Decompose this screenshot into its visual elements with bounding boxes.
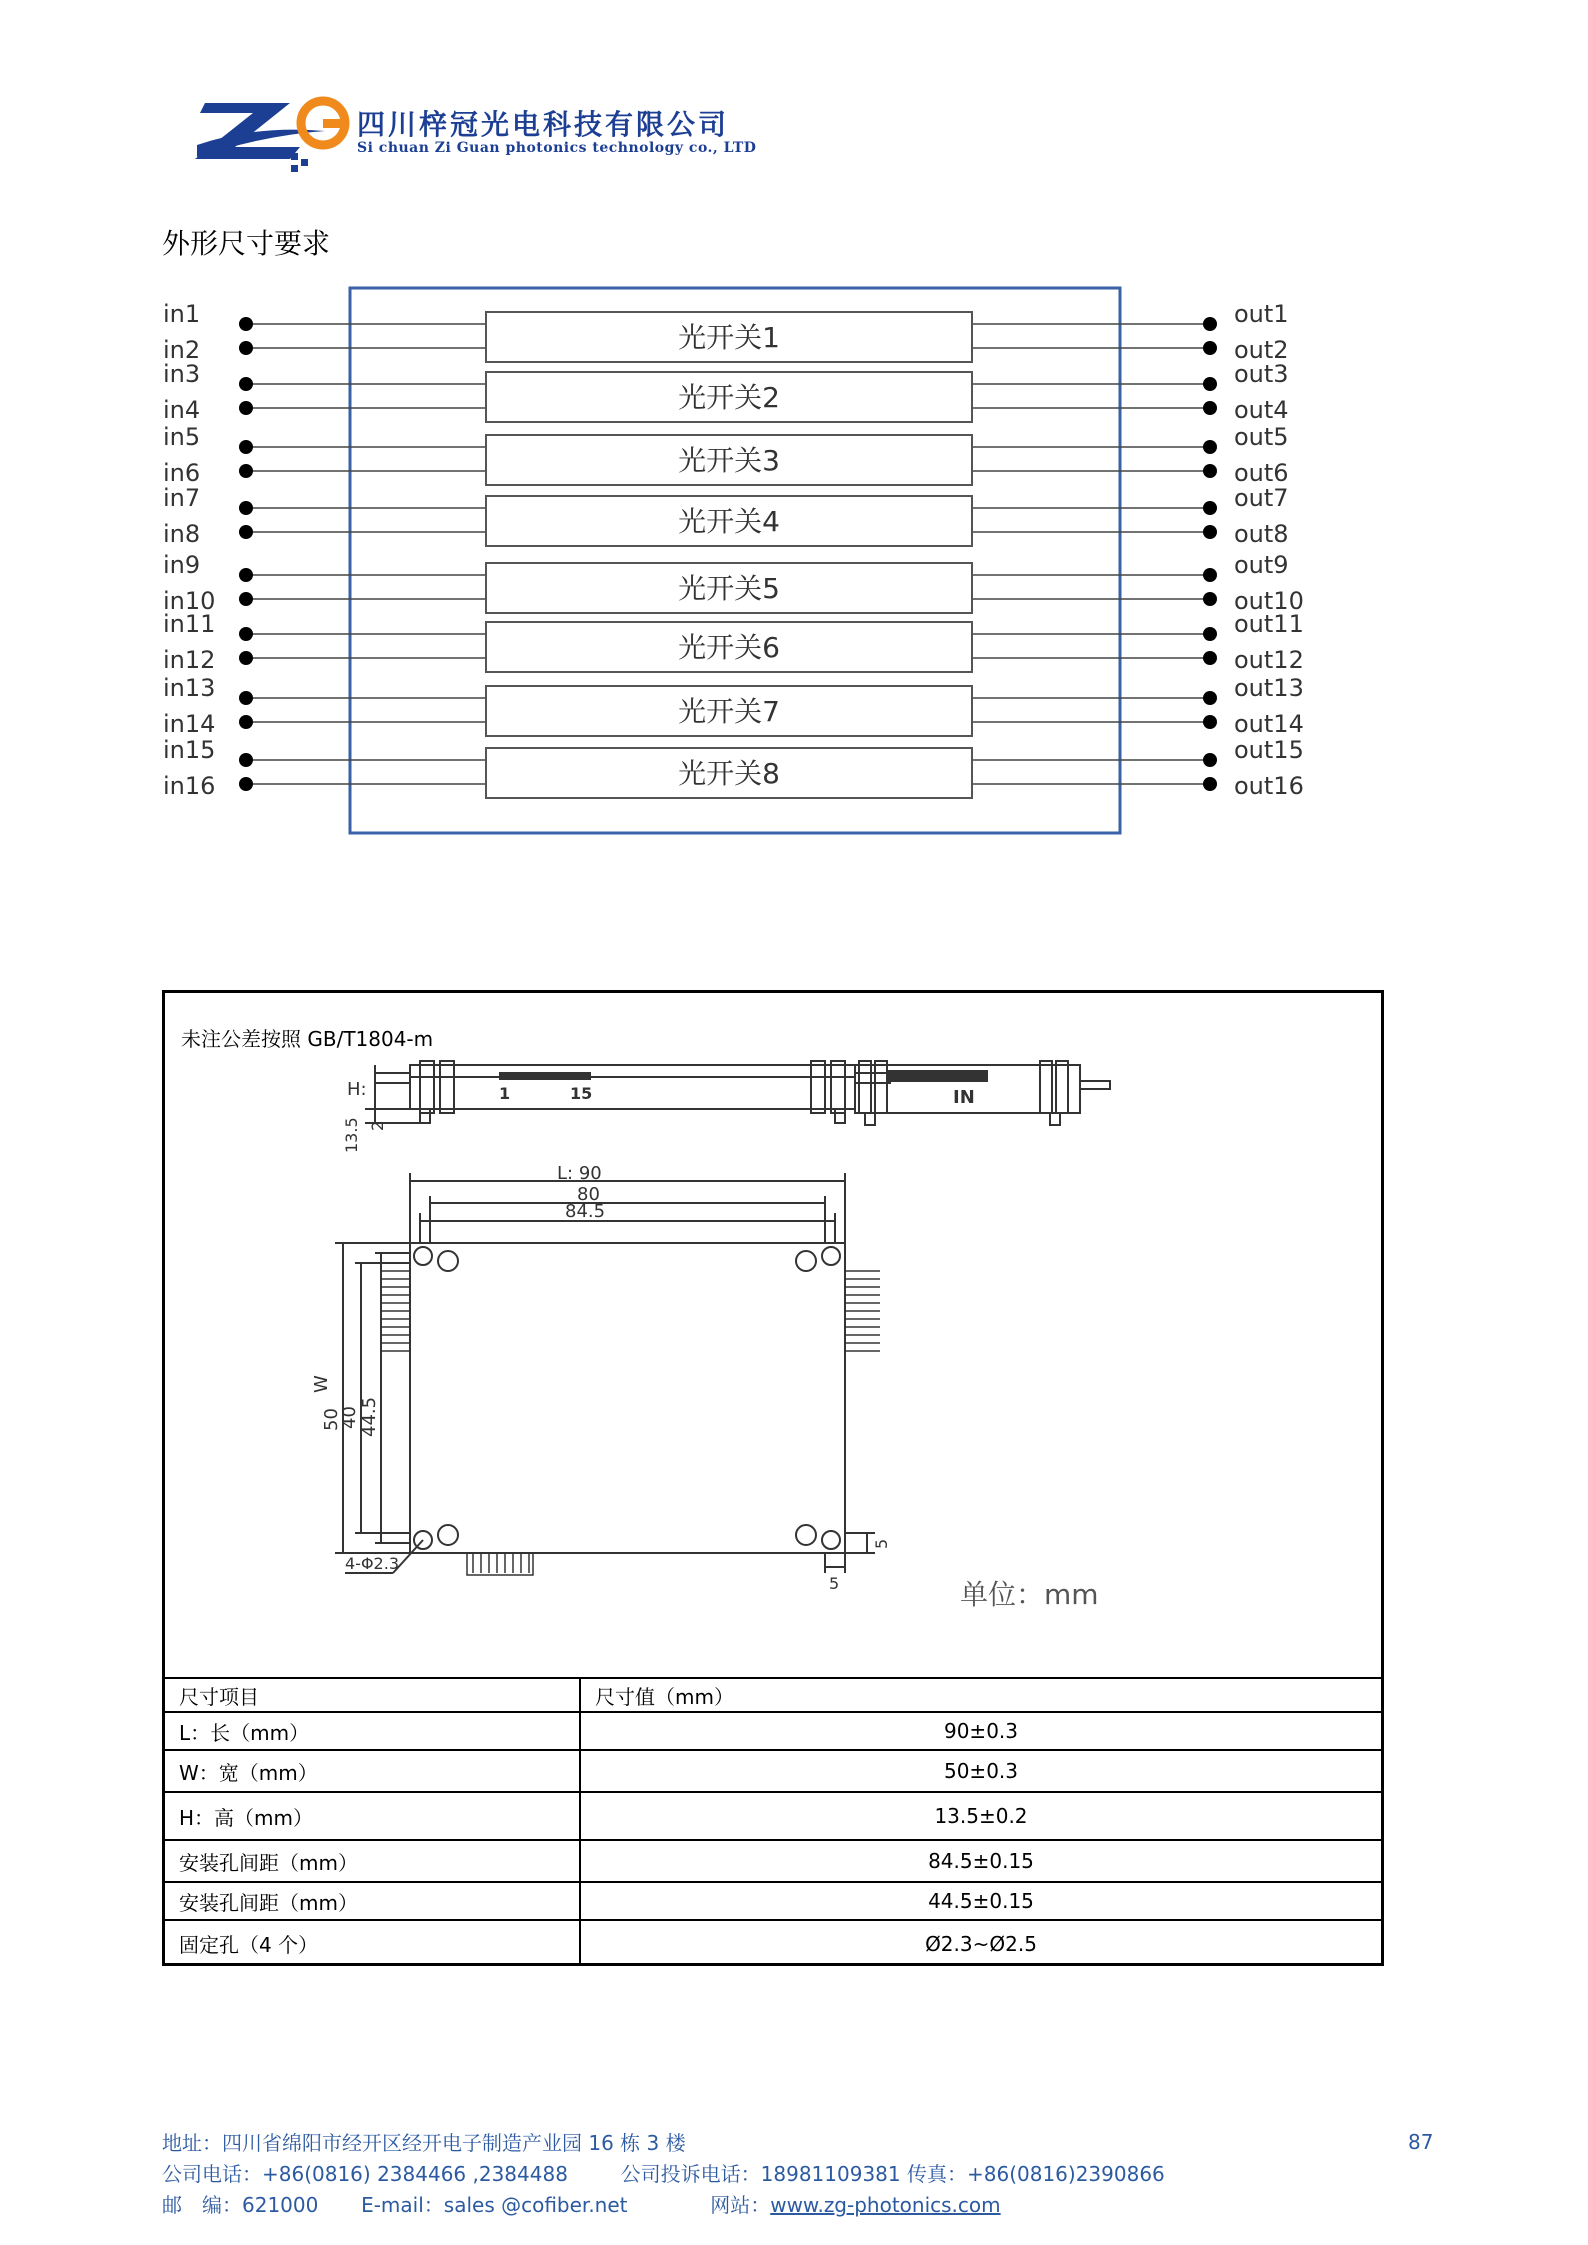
input-port-label: in15 [163, 736, 216, 764]
section-title: 外形尺寸要求 [162, 227, 331, 260]
row-item: L：长（mm） [165, 1712, 580, 1750]
dim-edge-5-right: 5 [872, 1538, 891, 1549]
footer-phone-line [162, 2159, 1165, 2190]
footer-complaint: 公司投诉电话：18981109381 传真：+86(0816)2390866 [620, 2162, 1165, 2186]
output-port-label: out7 [1234, 484, 1289, 512]
input-port-label: in6 [163, 459, 201, 487]
footer-address: 地址：四川省绵阳市经开区经开电子制造产业园 16 栋 3 楼 [162, 2131, 686, 2155]
page-footer [162, 2128, 1165, 2221]
side-h-offset: 2 [368, 1120, 387, 1131]
unit-label: 单位：mm [960, 1578, 1099, 1611]
optical-switch-label: 光开关5 [678, 572, 780, 605]
input-port-dot [239, 377, 253, 391]
optical-switch-label: 光开关1 [678, 321, 780, 354]
side-h-label: H: [347, 1079, 367, 1100]
input-port-label: in5 [163, 423, 201, 451]
optical-switch-label: 光开关4 [678, 505, 780, 538]
row-value: 44.5±0.15 [580, 1882, 1381, 1920]
output-port-dot [1203, 317, 1217, 331]
footer-email: E-mail：sales @cofiber.net [361, 2193, 628, 2217]
output-port-label: out9 [1234, 551, 1289, 579]
row-item: H：高（mm） [165, 1792, 580, 1840]
dim-w-label: W [311, 1375, 332, 1393]
output-port-label: out10 [1234, 587, 1304, 615]
table-row [165, 1920, 1381, 1966]
input-port-label: in8 [163, 520, 201, 548]
header-value: 尺寸值（mm） [580, 1678, 1381, 1712]
pin-last: 15 [570, 1084, 593, 1103]
dim-w-50: 50 [321, 1408, 342, 1431]
output-port-dot [1203, 464, 1217, 478]
input-port-label: in14 [163, 710, 216, 738]
row-value: 13.5±0.2 [580, 1792, 1381, 1840]
screw-hole [822, 1247, 840, 1265]
table-row [165, 1882, 1381, 1920]
input-port-label: in16 [163, 772, 216, 800]
output-port-label: out3 [1234, 360, 1289, 388]
row-value: 90±0.3 [580, 1712, 1381, 1750]
input-port-dot [239, 440, 253, 454]
input-port-dot [239, 627, 253, 641]
input-port-label: in13 [163, 674, 216, 702]
input-port-label: in7 [163, 484, 201, 512]
input-port-dot [239, 525, 253, 539]
output-port-dot [1203, 777, 1217, 791]
optical-switch-label: 光开关7 [678, 695, 780, 728]
output-port-label: out4 [1234, 396, 1289, 424]
dim-84-5: 84.5 [565, 1201, 606, 1222]
output-port-label: out12 [1234, 646, 1304, 674]
footer-postcode: 邮 编：621000 [162, 2193, 319, 2217]
output-port-dot [1203, 651, 1217, 665]
output-port-dot [1203, 341, 1217, 355]
output-port-dot [1203, 691, 1217, 705]
input-port-dot [239, 753, 253, 767]
row-value: 84.5±0.15 [580, 1840, 1381, 1882]
row-value: 50±0.3 [580, 1750, 1381, 1792]
spec-box [162, 990, 1384, 1966]
dim-w-40: 40 [339, 1406, 360, 1429]
input-port-label: in2 [163, 336, 201, 364]
input-port-label: in4 [163, 396, 201, 424]
end-view [855, 1061, 1110, 1125]
output-port-label: out8 [1234, 520, 1289, 548]
optical-switch-label: 光开关6 [678, 631, 780, 664]
row-item: 安装孔间距（mm） [165, 1840, 580, 1882]
side-view [365, 1061, 890, 1123]
optical-switch-label: 光开关8 [678, 757, 780, 790]
output-port-dot [1203, 401, 1217, 415]
tolerance-note: 未注公差按照 GB/T1804-m [181, 1027, 434, 1051]
output-port-dot [1203, 525, 1217, 539]
input-port-dot [239, 341, 253, 355]
mechanical-drawing [235, 1053, 1335, 1653]
output-port-label: out6 [1234, 459, 1289, 487]
optical-switch-label: 光开关3 [678, 444, 780, 477]
input-port-label: in11 [163, 610, 216, 638]
screw-hole [822, 1531, 840, 1549]
output-port-dot [1203, 592, 1217, 606]
input-port-dot [239, 715, 253, 729]
optical-switch-label: 光开关2 [678, 381, 780, 414]
row-item: W：宽（mm） [165, 1750, 580, 1792]
output-port-dot [1203, 715, 1217, 729]
table-row [165, 1750, 1381, 1792]
company-name-en: Si chuan Zi Guan photonics technology co., LTD [357, 140, 757, 156]
output-port-label: out14 [1234, 710, 1304, 738]
output-port-dot [1203, 568, 1217, 582]
footer-phone: 公司电话：+86(0816) 2384466 ,2384488 [162, 2162, 568, 2186]
input-port-label: in10 [163, 587, 216, 615]
input-port-label: in12 [163, 646, 216, 674]
output-port-dot [1203, 377, 1217, 391]
table-row [165, 1840, 1381, 1882]
dim-w-44-5: 44.5 [359, 1396, 380, 1437]
input-port-dot [239, 317, 253, 331]
output-port-dot [1203, 753, 1217, 767]
row-value: Ø2.3~Ø2.5 [580, 1920, 1381, 1966]
input-port-label: in3 [163, 360, 201, 388]
table-row [165, 1792, 1381, 1840]
output-port-dot [1203, 627, 1217, 641]
dimension-table [165, 1677, 1381, 1966]
output-port-label: out5 [1234, 423, 1289, 451]
company-name-cn: 四川梓冠光电科技有限公司 [357, 108, 730, 141]
output-port-label: out15 [1234, 736, 1304, 764]
output-port-label: out16 [1234, 772, 1304, 800]
output-port-dot [1203, 501, 1217, 515]
page-number: 87 [1408, 2130, 1434, 2154]
input-port-label: in9 [163, 551, 201, 579]
side-h-value: 13.5 [342, 1117, 361, 1153]
header-item: 尺寸项目 [165, 1678, 580, 1712]
input-port-dot [239, 501, 253, 515]
input-port-dot [239, 592, 253, 606]
table-row [165, 1712, 1381, 1750]
switch-schematic [150, 280, 1350, 840]
table-header-row [165, 1678, 1381, 1712]
top-view [335, 1173, 880, 1575]
in-label: IN [953, 1087, 975, 1108]
input-port-dot [239, 568, 253, 582]
screw-hole [414, 1247, 432, 1265]
output-port-label: out13 [1234, 674, 1304, 702]
output-port-label: out11 [1234, 610, 1304, 638]
row-item: 固定孔（4 个） [165, 1920, 580, 1966]
footer-website-label: 网站： [710, 2193, 771, 2217]
input-port-dot [239, 691, 253, 705]
pin-first: 1 [499, 1084, 511, 1103]
footer-contact-line [162, 2190, 1165, 2221]
output-port-dot [1203, 440, 1217, 454]
dim-edge-5-bottom: 5 [829, 1574, 840, 1593]
input-port-dot [239, 401, 253, 415]
input-port-dot [239, 651, 253, 665]
row-item: 安装孔间距（mm） [165, 1882, 580, 1920]
hole-label: 4-Φ2.3 [345, 1554, 399, 1573]
input-port-dot [239, 777, 253, 791]
output-port-label: out1 [1234, 300, 1289, 328]
output-port-label: out2 [1234, 336, 1289, 364]
footer-website-link[interactable]: www.zg-photonics.com [770, 2193, 1001, 2217]
dim-80: 80 [577, 1184, 600, 1205]
dim-length: L: 90 [557, 1163, 602, 1184]
input-port-label: in1 [163, 300, 201, 328]
input-port-dot [239, 464, 253, 478]
